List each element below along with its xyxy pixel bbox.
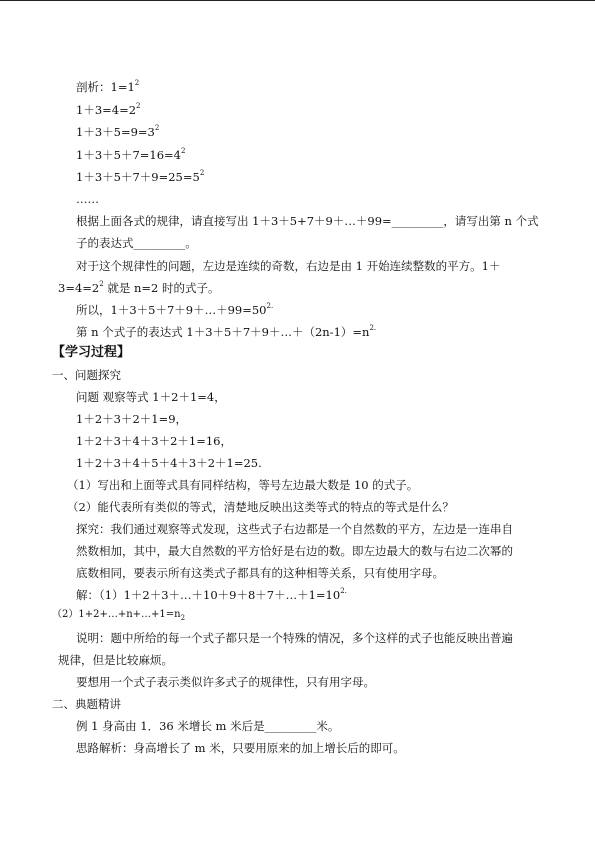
- paragraph-line: 底数相同，要表示所有这类式子都具有的这种相等关系，只有使用字母。: [76, 566, 444, 580]
- subsection-heading: 一、问题探究: [52, 368, 121, 382]
- paragraph-line: 根据上面各式的规律，请直接写出 1＋3＋5+7＋9＋…＋99=_________，请写出第 n 个式: [76, 214, 539, 228]
- paragraph-line: $3=4=2^2$ 就是 n=2 时的式子。: [58, 280, 220, 295]
- text-line: 1＋2＋3＋4＋3＋2＋1=16，: [76, 434, 232, 448]
- paragraph-line: 说明：题中所给的每一个式子都只是一个特殊的情况，多个这样的式子也能反映出普遍: [76, 631, 513, 645]
- text-line: $1+3+5=9=3^2$: [76, 124, 160, 139]
- paragraph-line: 第 n 个式子的表达式 $1+3+5+7+9+\dots+(2n-1)=n^{2.}$: [76, 324, 377, 339]
- text-line: 1＋2＋3＋2＋1=9，: [76, 412, 188, 426]
- paragraph-line: 规律，但是比较麻烦。: [58, 653, 173, 667]
- paragraph-line: 要想用一个式子表示类似许多式子的规律性，只有用字母。: [76, 675, 375, 689]
- subsection-heading: 二、典题精讲: [52, 697, 121, 711]
- text-line: $1+3+5+7=16=4^2$: [76, 147, 186, 162]
- section-heading-learning-process: 【学习过程】: [52, 345, 131, 360]
- solution-line: $(2)1+2+\dots+n+\dots+1=n_2$: [52, 609, 186, 622]
- paragraph-line: 对于这个规律性的问题，左边是连续的奇数，右边是由 1 开始连续整数的平方。1＋: [76, 259, 501, 273]
- text-line: 1＋2＋3＋4＋5＋4＋3＋2＋1=25.: [76, 456, 262, 470]
- paragraph-line: 探究：我们通过观察等式发现，这些式子右边都是一个自然数的平方，左边是一连串自: [76, 522, 513, 536]
- solution-line: 解：$(1)1+2+3+\dots+10+9+8+7+\dots+1=10^{2.}$: [76, 587, 347, 602]
- example-line: 例 1 身高由 1．36 米增长 m 米后是_________米。: [76, 719, 340, 733]
- text-line: 剖析：$1=1^2$: [76, 79, 140, 94]
- question-line: （2）能代表所有类似的等式，清楚地反映出这类等式的特点的等式是什么？: [67, 500, 454, 514]
- paragraph-line: 所以，$1+3+5+7+9+\dots+99=50^{2.}$: [76, 302, 274, 317]
- page-top-rule: [0, 0, 595, 1]
- text-line: ……: [76, 192, 99, 206]
- text-line: $1+3+5+7+9=25=5^2$: [76, 169, 205, 184]
- paragraph-line: 子的表达式_________。: [76, 236, 197, 250]
- text-line: $1+3=4=2^2$: [76, 102, 141, 117]
- text-line: 问题 观察等式 1＋2＋1=4，: [76, 390, 226, 404]
- question-line: （1）写出和上面等式具有同样结构，等号左边最大数是 10 的式子。: [67, 478, 419, 492]
- example-line: 思路解析：身高增长了 m 米，只要用原来的加上增长后的即可。: [76, 741, 405, 755]
- paragraph-line: 然数相加，其中，最大自然数的平方恰好是右边的数。即左边最大的数与右边二次幂的: [76, 544, 513, 558]
